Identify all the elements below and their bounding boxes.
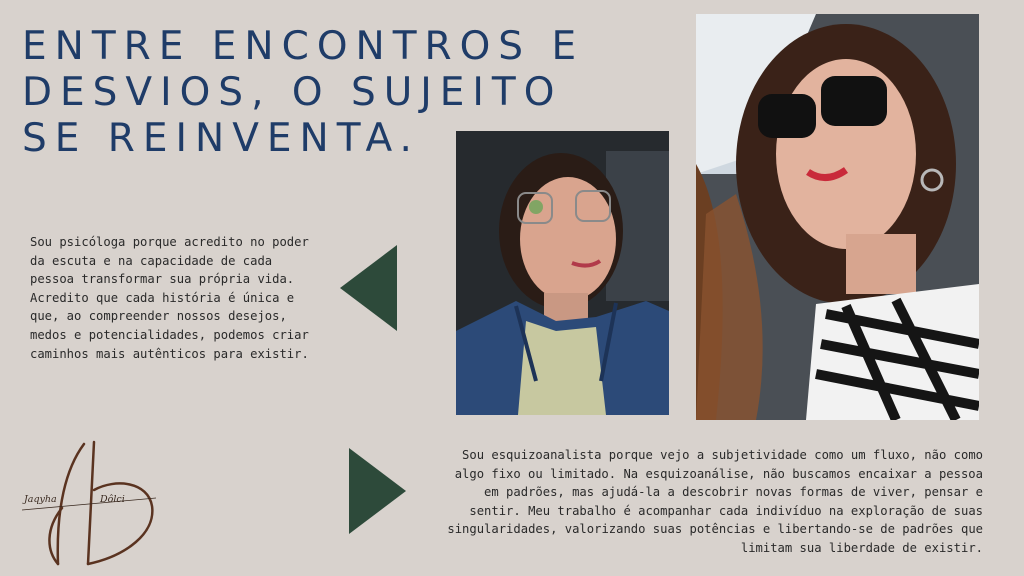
headline-line: SE REINVENTA. [22, 116, 420, 161]
paragraph-line: pessoa transformar sua própria vida. [30, 272, 295, 287]
headline-line: ENTRE ENCONTROS E [22, 24, 585, 69]
paragraph-line: da escuta e na capacidade de cada [30, 253, 273, 268]
paragraph-line: algo fixo ou limitado. Na esquizoanálise, não buscamos encaixar a pessoa [454, 466, 983, 481]
headline-line: DESVIOS, O SUJEITO [22, 70, 563, 115]
schizoanalyst-paragraph [447, 446, 983, 558]
paragraph-line: Sou psicóloga porque acredito no poder [30, 235, 309, 249]
paragraph-line: caminhos mais autênticos para existir. [30, 346, 309, 361]
paragraph-line: singularidades, valorizando suas potências e libertando-se de padrões que [447, 522, 983, 537]
signature-logo [16, 438, 161, 570]
triangle-left-icon [340, 245, 397, 331]
logo-first-name: Jaqyha [24, 494, 57, 505]
paragraph-line: em padrões, mas ajudá-la a descobrir novas formas de viver, pensar e [484, 485, 983, 500]
psychologist-paragraph [30, 233, 309, 363]
paragraph-line: limitam sua liberdade de existir. [740, 540, 983, 555]
paragraph-line: Sou esquizoanalista porque vejo a subjetividade como um fluxo, não como [462, 448, 983, 462]
paragraph-line: Acredito que cada história é única e [30, 290, 295, 305]
portrait-photo-sunglasses [696, 14, 979, 420]
paragraph-line: sentir. Meu trabalho é acompanhar cada indivíduo na exploração de suas [469, 503, 983, 518]
paragraph-line: que, ao compreender nossos desejos, [30, 309, 287, 324]
portrait-photo-glasses [456, 131, 669, 415]
logo-last-name: Dôlci [100, 494, 125, 505]
paragraph-line: medos e potencialidades, podemos criar [30, 327, 309, 342]
triangle-right-icon [349, 448, 406, 534]
